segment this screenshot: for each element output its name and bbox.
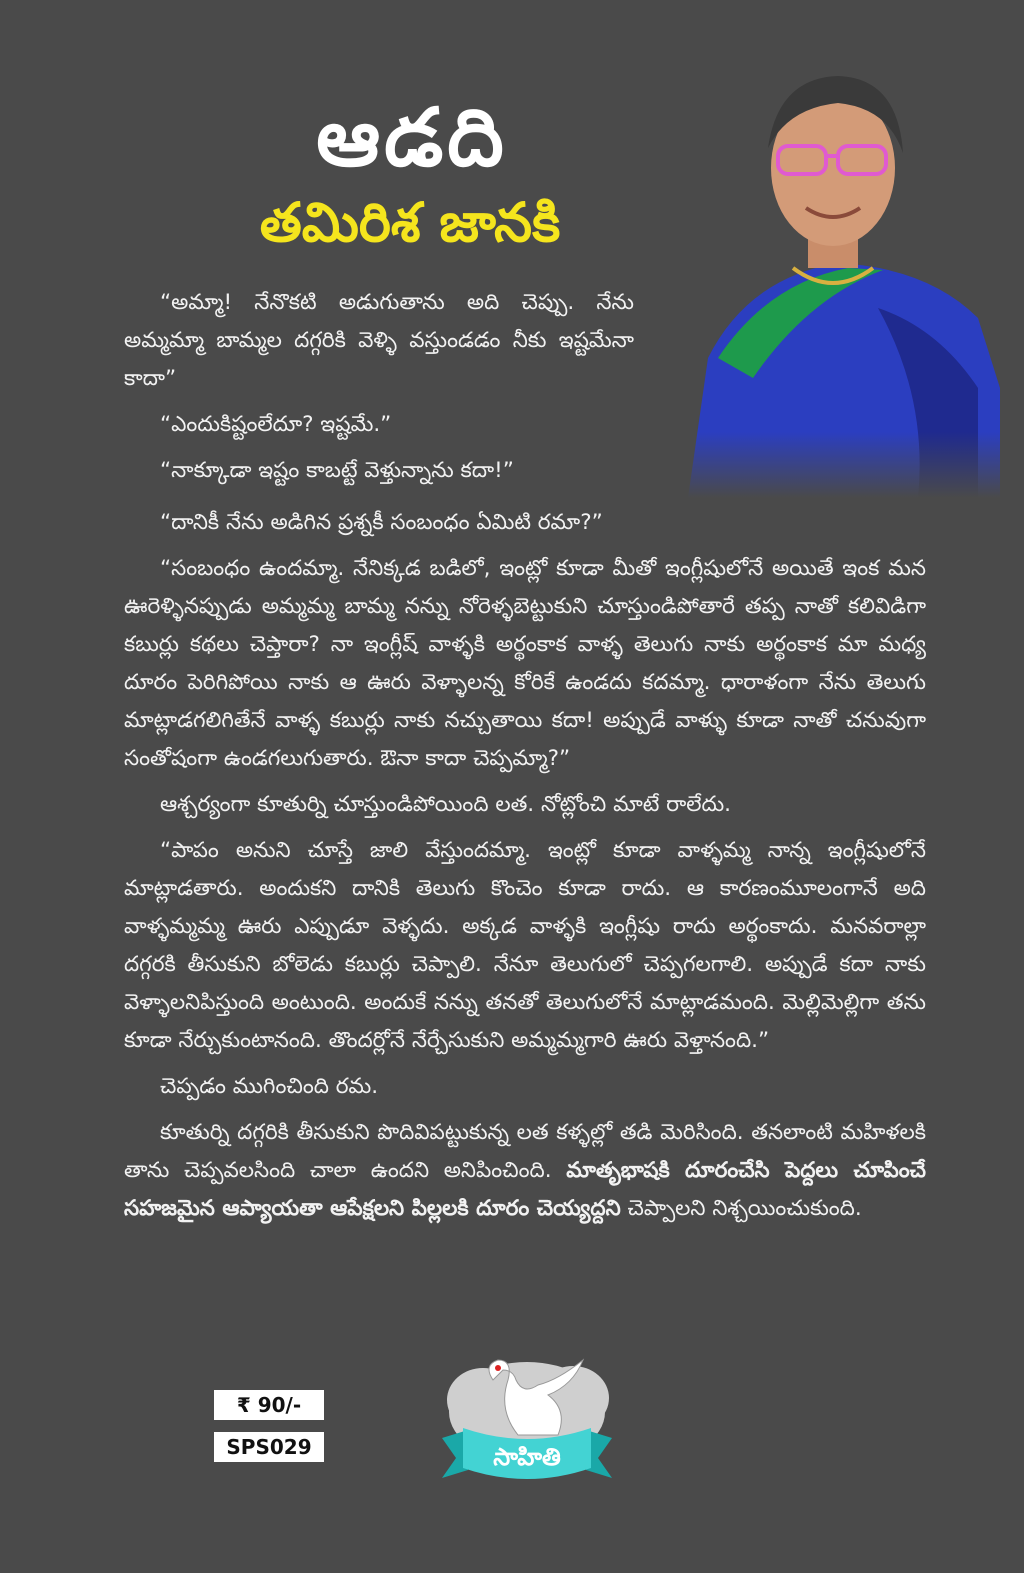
paragraph: “పాపం అనుని చూస్తే జాలి వేస్తుందమ్మా. ఇంట్లో కూడా వాళ్ళమ్మ నాన్న ఇంగ్లీషులోనే మాట్లాడతారు. అందుకని దానికి తెలుగు కొంచెం కూడా రాదు. ఆ కారణంమూలంగానే అది వాళ్ళమ్మమ్మ ఊరు ఎప్పుడూ వెళ్ళదు. అక్కడ వాళ్ళకి ఇంగ్లీషు రాదు అర్థంకాదు. మనవరాల్లా దగ్గరకి తీసుకుని బోలెడు కబుర్లు చెప్పాలి. నేనూ తెలుగులో చెప్పగలగాలి. అప్పుడే కదా నాకు వెళ్ళాలనిపిస్తుంది అంటుంది. అందుకే నన్ను తనతో తెలుగులోనే మాట్లాడమంది. మెల్లిమెల్లిగా తను కూడా నేర్చుకుంటానంది. తొందర్లోనే నేర్చేసుకుని అమ్మమ్మగారి ఊరు వెళ్తానంది.”	[124, 838, 926, 1053]
final-paragraph-end: చెప్పాలని నిశ్చయించుకుంది.	[620, 1196, 862, 1221]
publisher-swan-logo	[438, 1340, 616, 1492]
paragraph: ఆశ్చర్యంగా కూతుర్ని చూస్తుండిపోయింది లత. నోట్లోంచి మాటే రాలేదు.	[160, 792, 731, 817]
author-photo	[678, 58, 1000, 498]
paragraph: “దానికీ నేను అడిగిన ప్రశ్నకీ సంబంధం ఏమిటి రమా?”	[160, 510, 603, 535]
author-name: తమిరిశ జానకి	[259, 191, 561, 254]
book-code-label: SPS029	[214, 1432, 324, 1462]
paragraph: “సంబంధం ఉందమ్మా. నేనిక్కడ బడిలో, ఇంట్లో కూడా మీతో ఇంగ్లీషులోనే అయితే ఇంక మన ఊరెళ్ళినప్పుడు అమ్మమ్మ బామ్మ నన్ను నోరెళ్ళబెట్టుకుని చూస్తుండిపోతారే తప్ప నాతో కలివిడిగా కబుర్లు కథలు చెప్తారా? నా ఇంగ్లీష్ వాళ్ళకి అర్థంకాక వాళ్ళ తెలుగు నాకు అర్థంకాక మా మధ్య దూరం పెరిగిపోయి నాకు ఆ ఊరు వెళ్ళాలన్న కోరికే ఉండదు కదమ్మా. ధారాళంగా నేను తెలుగు మాట్లాడగలిగితేనే వాళ్ళ కబుర్లు నాకు నచ్చుతాయి కదా! అప్పుడే వాళ్ళు కూడా నాతో చనువుగా సంతోషంగా ఉండగలుగుతారు. ఔనా కాదా చెప్పమ్మా?”	[124, 556, 926, 771]
paragraph: “నాక్కూడా ఇష్టం కాబట్టే వెళ్తున్నాను కదా!”	[160, 458, 514, 483]
paragraph: “ఎందుకిష్టంలేదూ? ఇష్టమే.”	[160, 412, 392, 437]
final-paragraph-start: కూతుర్ని దగ్గరికి తీసుకుని పొదివిపట్టుకున్న లత కళ్ళల్లో తడి మెరిసింది. తనలాంటి మహిళలకి తాను చెప్పవలసింది చాలా ఉందని అనిపించింది.	[124, 1120, 926, 1183]
price-label: ₹ 90/-	[214, 1390, 324, 1420]
paragraph: చెప్పడం ముగించింది రమ.	[160, 1074, 379, 1099]
publisher-logo-text: సాహితి	[493, 1443, 561, 1471]
book-title: ఆడది	[316, 91, 508, 184]
final-paragraph	[124, 1114, 926, 1228]
paragraph: “అమ్మా! నేనొకటి అడుగుతాను అది చెప్పు. నేను అమ్మమ్మా బామ్మల దగ్గరికి వెళ్ళి వస్తుండడం నీకు ఇష్టమేనా కాదా”	[124, 290, 634, 391]
blurb-column-wide	[124, 504, 926, 1236]
blurb-column-narrow	[124, 284, 634, 498]
final-paragraph-bold: మాతృభాషకి దూరంచేసి పెద్దలు చూపించే సహజమైన ఆప్యాయతా ఆపేక్షలని పిల్లలకి దూరం చెయ్యద్దని	[124, 1158, 927, 1221]
